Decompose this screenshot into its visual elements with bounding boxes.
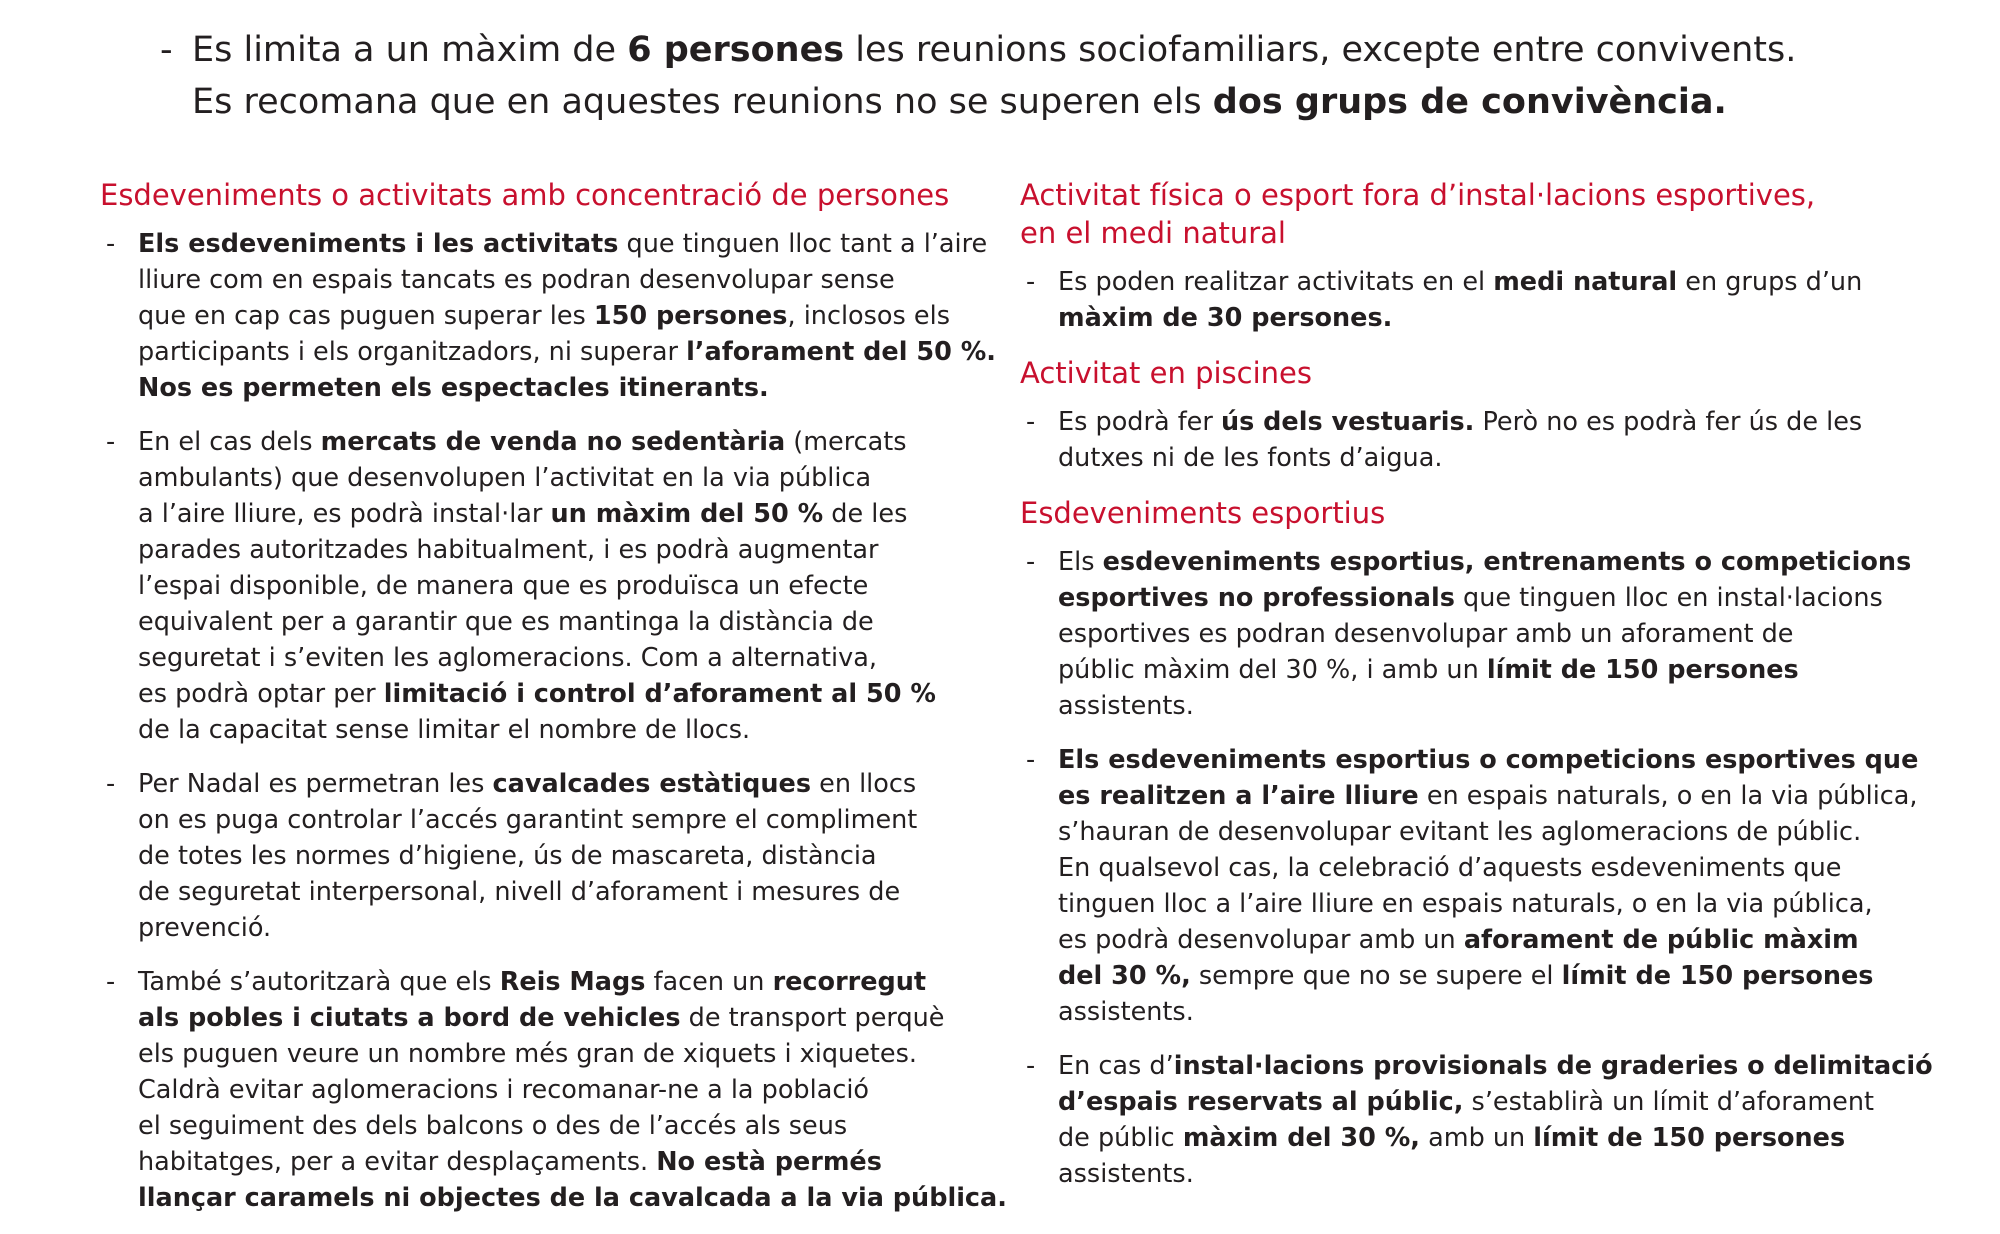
text-line [138, 712, 1000, 748]
text-line [138, 766, 1000, 802]
text-line [138, 532, 1000, 568]
text-run-bold: aforament de públic màxim [1463, 925, 1859, 955]
intro-line-1 [192, 24, 1960, 76]
text-run: equivalent per a garantir que es mantinga la distància de [138, 607, 874, 637]
text-run: que en cap cas puguen superar les [138, 301, 594, 331]
text-line [1058, 1048, 1950, 1084]
text-run: amb un [1420, 1123, 1534, 1153]
text-line [138, 1072, 1000, 1108]
text-run: públic màxim del 30 %, i amb un [1058, 655, 1487, 685]
text-line [138, 1036, 1000, 1072]
text-line [138, 1180, 1007, 1216]
text-line [138, 910, 1000, 946]
text-run: assistents. [1058, 997, 1194, 1027]
text-run-bold: limitació i control d’aforament al 50 % [383, 679, 936, 709]
text-run-bold: es realitzen a l’aire lliure [1058, 781, 1419, 811]
text-line [1058, 616, 1950, 652]
text-run-bold: llançar caramels ni objectes de la cavalcada a la via pública. [138, 1183, 1007, 1213]
text-run: Es poden realitzar activitats en el [1058, 267, 1494, 297]
text-line [138, 298, 1000, 334]
right-section [1020, 176, 1950, 336]
text-line [1058, 688, 1950, 724]
bullet-dash: - [106, 967, 116, 997]
text-run-bold: límit de 150 persones [1486, 655, 1799, 685]
right-section [1020, 354, 1950, 476]
text-run-bold: als pobles i ciutats a bord de vehicles [138, 1003, 681, 1033]
bullet-dash: - [106, 427, 116, 457]
text-line [1058, 440, 1950, 476]
text-run: de totes les normes d’higiene, ús de mascareta, distància [138, 841, 877, 871]
text-run: esportives es podran desenvolupar amb un aforament de [1058, 619, 1794, 649]
section-items [1020, 404, 1950, 476]
right-column [1020, 176, 1950, 1210]
text-run-bold: cavalcades estàtiques [492, 769, 812, 799]
text-run-bold: dos grups de convivència. [1212, 82, 1727, 122]
text-line [138, 226, 1000, 262]
text-line [1058, 886, 1950, 922]
text-run: En qualsevol cas, la celebració d’aquests esdeveniments que [1058, 853, 1842, 883]
text-run-bold: 150 persones [593, 301, 788, 331]
text-run: que tinguen lloc tant a l’aire [618, 229, 988, 259]
text-line [1058, 778, 1950, 814]
text-run: participants i els organitzadors, ni superar [138, 337, 687, 367]
text-line [1058, 994, 1950, 1030]
section-items [1020, 544, 1950, 1192]
text-run: ambulants) que desenvolupen l’activitat en la via pública [138, 463, 872, 493]
text-run-bold: No està permés [656, 1147, 882, 1177]
text-run-bold: 6 persones [627, 30, 845, 70]
text-run: l’espai disponible, de manera que es produïsca un efecte [138, 571, 869, 601]
text-line [1058, 922, 1950, 958]
text-run-bold: Reis Mags [499, 967, 646, 997]
text-line [138, 1108, 1000, 1144]
text-run: el seguiment des dels balcons o des de l’accés als seus [138, 1111, 848, 1141]
list-item [1020, 264, 1950, 336]
text-line [1058, 1156, 1950, 1192]
text-run: En el cas dels [138, 427, 321, 457]
text-run: Es limita a un màxim de [192, 30, 628, 70]
text-run: facen un [645, 967, 773, 997]
text-run: habitatges, per a evitar desplaçaments. [138, 1147, 657, 1177]
text-run-bold: un màxim del 50 % [550, 499, 824, 529]
list-item [1020, 1048, 1950, 1192]
text-run: Per Nadal es permetran les [138, 769, 493, 799]
bullet-dash: - [1026, 1051, 1036, 1081]
list-item [1020, 742, 1950, 1030]
list-item [100, 424, 1000, 748]
text-line [1058, 300, 1950, 336]
text-run: en espais naturals, o en la via pública, [1418, 781, 1918, 811]
text-line [1058, 850, 1950, 886]
text-line [138, 460, 1000, 496]
text-run: , inclosos els [787, 301, 950, 331]
bullet-dash: - [106, 769, 116, 799]
text-line [138, 424, 1000, 460]
heading-line: Esdeveniments esportius [1020, 496, 1386, 530]
text-line [1058, 544, 1950, 580]
text-run: dutxes ni de les fonts d’aigua. [1058, 443, 1443, 473]
text-run-bold: esdeveniments esportius, entrenaments o competicions [1102, 547, 1912, 577]
text-run-bold: recorregut [772, 967, 927, 997]
left-items [100, 226, 1007, 1216]
text-line [1058, 580, 1950, 616]
intro-bullet [160, 24, 1960, 128]
text-line [138, 496, 1000, 532]
text-line [138, 802, 1000, 838]
text-line [1058, 404, 1950, 440]
text-run: s’establirà un límit d’aforament [1463, 1087, 1875, 1117]
text-line [138, 1000, 1000, 1036]
text-run-bold: màxim de 30 persones. [1058, 303, 1393, 333]
text-line [1058, 814, 1950, 850]
text-run: on es puga controlar l’accés garantint sempre el compliment [138, 805, 918, 835]
list-item [1020, 404, 1950, 476]
text-run-bold: Els esdeveniments esportius o competicions esportives que [1058, 745, 1919, 775]
text-run: en grups d’un [1677, 267, 1863, 297]
text-line [138, 838, 1000, 874]
text-run: seguretat i s’eviten les aglomeracions. Com a alternativa, [138, 643, 877, 673]
bullet-dash: - [160, 30, 173, 70]
heading-line: Activitat en piscines [1020, 356, 1312, 390]
section-heading-events: Esdeveniments o activitats amb concentració de persones [100, 178, 950, 212]
text-run: Els [1058, 547, 1103, 577]
text-line [138, 604, 1000, 640]
text-line [1058, 1120, 1950, 1156]
list-item [100, 226, 1000, 406]
section-heading [1020, 494, 1950, 532]
text-run: prevenció. [138, 913, 272, 943]
text-run: En cas d’ [1058, 1051, 1174, 1081]
text-run: es podrà optar per [138, 679, 384, 709]
right-section [1020, 494, 1950, 1192]
text-line [138, 262, 1000, 298]
text-run: a l’aire lliure, es podrà instal·lar [138, 499, 551, 529]
text-run: que tinguen lloc en instal·lacions [1454, 583, 1883, 613]
text-line [138, 334, 1000, 370]
left-column [100, 176, 1007, 1234]
text-run-bold: Nos es permeten els espectacles itinerants. [138, 373, 769, 403]
text-line [138, 964, 1000, 1000]
text-line [1058, 1084, 1950, 1120]
text-run-bold: d’espais reservats al públic, [1058, 1087, 1464, 1117]
text-run: els puguen veure un nombre més gran de xiquets i xiquetes. [138, 1039, 917, 1069]
text-run: També s’autoritzarà que els [138, 967, 500, 997]
text-run-bold: límit de 150 persones [1561, 961, 1874, 991]
text-run: de la capacitat sense limitar el nombre de llocs. [138, 715, 751, 745]
bullet-dash: - [1026, 547, 1036, 577]
text-run: assistents. [1058, 1159, 1194, 1189]
text-line [1058, 742, 1950, 778]
text-run-bold: instal·lacions provisionals de graderies o delimitació [1173, 1051, 1933, 1081]
text-run-bold: ús dels vestuaris. [1220, 407, 1475, 437]
text-run-bold: del 30 %, [1058, 961, 1191, 991]
bullet-dash: - [1026, 267, 1036, 297]
text-line [1058, 958, 1950, 994]
text-line [138, 370, 1000, 406]
text-run: de seguretat interpersonal, nivell d’aforament i mesures de [138, 877, 901, 907]
text-run: Es podrà fer [1058, 407, 1221, 437]
heading-line: Activitat física o esport fora d’instal·lacions esportives, [1020, 178, 1816, 212]
section-items [1020, 264, 1950, 336]
text-run: lliure com en espais tancats es podran desenvolupar sense [138, 265, 895, 295]
list-item [1020, 544, 1950, 724]
text-run: s’hauran de desenvolupar evitant les aglomeracions de públic. [1058, 817, 1862, 847]
text-run-bold: Els esdeveniments i les activitats [138, 229, 619, 259]
text-line [138, 1144, 1000, 1180]
bullet-dash: - [1026, 745, 1036, 775]
section-heading [1020, 354, 1950, 392]
text-run: de les [823, 499, 908, 529]
text-line [138, 874, 1000, 910]
text-run: sempre que no se supere el [1190, 961, 1562, 991]
text-run: en llocs [811, 769, 917, 799]
text-line [138, 676, 1000, 712]
text-run: Caldrà evitar aglomeracions i recomanar-ne a la població [138, 1075, 870, 1105]
bullet-dash: - [1026, 407, 1036, 437]
text-line [1058, 652, 1950, 688]
intro-line-2 [192, 76, 1960, 128]
text-run: les reunions sociofamiliars, excepte entre convivents. [844, 30, 1797, 70]
text-run-bold: medi natural [1493, 267, 1678, 297]
list-item [100, 766, 1000, 946]
bullet-dash: - [106, 229, 116, 259]
text-line [1058, 264, 1950, 300]
text-run: Però no es podrà fer ús de les [1474, 407, 1863, 437]
text-run: parades autoritzades habitualment, i es podrà augmentar [138, 535, 879, 565]
text-line [138, 640, 1000, 676]
text-run: Es recomana que en aquestes reunions no se superen els [192, 82, 1213, 122]
heading-line: en el medi natural [1020, 216, 1286, 250]
text-run: tinguen lloc a l’aire lliure en espais naturals, o en la via pública, [1058, 889, 1873, 919]
section-heading [1020, 176, 1950, 252]
text-run-bold: mercats de venda no sedentària [320, 427, 786, 457]
list-item [100, 964, 1007, 1216]
text-run-bold: esportives no professionals [1058, 583, 1455, 613]
text-run: de transport perquè [680, 1003, 945, 1033]
text-run-bold: màxim del 30 %, [1182, 1123, 1420, 1153]
text-line [138, 568, 1000, 604]
text-run: es podrà desenvolupar amb un [1058, 925, 1464, 955]
text-run-bold: límit de 150 persones [1533, 1123, 1846, 1153]
text-run: assistents. [1058, 691, 1194, 721]
text-run: (mercats [785, 427, 907, 457]
text-run-bold: l’aforament del 50 %. [686, 337, 996, 367]
text-run: de públic [1058, 1123, 1183, 1153]
